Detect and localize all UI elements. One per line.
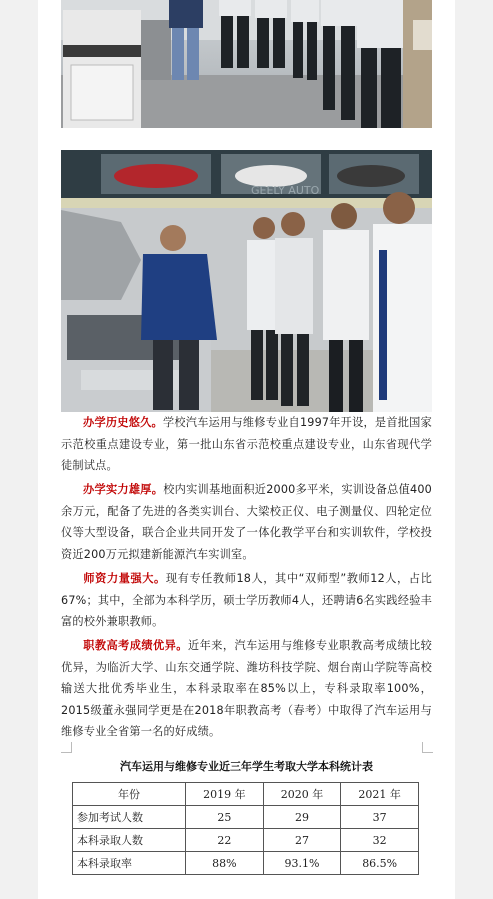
table-cell: 88% bbox=[186, 852, 264, 875]
banner-text: GEELY AUTO bbox=[251, 184, 320, 197]
table-header-cell: 2021 年 bbox=[341, 783, 419, 806]
table-header-row bbox=[73, 783, 419, 806]
workshop-photo bbox=[61, 150, 432, 412]
paragraph-heading: 职教高考成绩优异。 bbox=[83, 639, 188, 652]
table-cell: 参加考试人数 bbox=[73, 806, 186, 829]
table-row bbox=[73, 829, 419, 852]
table-cell: 25 bbox=[186, 806, 264, 829]
paragraph-text: 近年来，汽车运用与维修专业职教高考成绩比较优异，为临沂大学、山东交通学院、潍坊科技学院、烟台南山学院等高校输送大批优秀毕业生，本科录取率在85%以上，专科录取率100%，2015级董永强同学更是在2018年职教高考（春考）中取得了汽车运用与维修专业全省第一名的好成绩。 bbox=[61, 639, 432, 738]
paragraph-heading: 办学实力雄厚。 bbox=[83, 483, 164, 496]
table-row bbox=[73, 852, 419, 875]
table-title: 汽车运用与维修专业近三年学生考取大学本科统计表 bbox=[120, 760, 373, 773]
table-cell: 93.1% bbox=[263, 852, 341, 875]
admission-stats-table bbox=[72, 782, 419, 875]
table-header-cell: 年份 bbox=[73, 783, 186, 806]
table-row bbox=[73, 806, 419, 829]
paragraph-text: 现有专任教师18人，其中“双师型”教师12人，占比67%；其中，全部为本科学历，硕士学历教师4人，还聘请6名实践经验丰富的校外兼职教师。 bbox=[61, 572, 432, 628]
table-cell: 29 bbox=[263, 806, 341, 829]
table-cell: 32 bbox=[341, 829, 419, 852]
table-cell: 37 bbox=[341, 806, 419, 829]
corner-mark bbox=[422, 742, 433, 753]
paragraph-text: 校内实训基地面积近2000多平米，实训设备总值400余万元，配备了先进的各类实训台、大梁校正仪、电子测量仪、四轮定位仪等大型设备，联合企业共同开发了一体化教学平台和实训软件，学校投资近200万元拟建新能源汽车实训室。 bbox=[61, 483, 432, 561]
table-cell: 22 bbox=[186, 829, 264, 852]
table-header-cell: 2019 年 bbox=[186, 783, 264, 806]
table-cell: 本科录取率 bbox=[73, 852, 186, 875]
classroom-photo bbox=[61, 0, 432, 128]
paragraph-text: 学校汽车运用与维修专业自1997年开设，是首批国家示范校重点建设专业，第一批山东省示范校重点建设专业，山东省现代学徒制试点。 bbox=[61, 416, 432, 472]
paragraph-strength bbox=[61, 479, 432, 565]
table-cell: 27 bbox=[263, 829, 341, 852]
paragraph-teachers bbox=[61, 568, 432, 633]
corner-mark bbox=[61, 742, 72, 753]
table-cell: 86.5% bbox=[341, 852, 419, 875]
table-cell: 本科录取人数 bbox=[73, 829, 186, 852]
paragraph-exam bbox=[61, 635, 432, 743]
paragraph-heading: 师资力量强大。 bbox=[83, 572, 166, 585]
paragraph-heading: 办学历史悠久。 bbox=[83, 416, 163, 429]
table-header-cell: 2020 年 bbox=[263, 783, 341, 806]
paragraph-history bbox=[61, 412, 432, 477]
